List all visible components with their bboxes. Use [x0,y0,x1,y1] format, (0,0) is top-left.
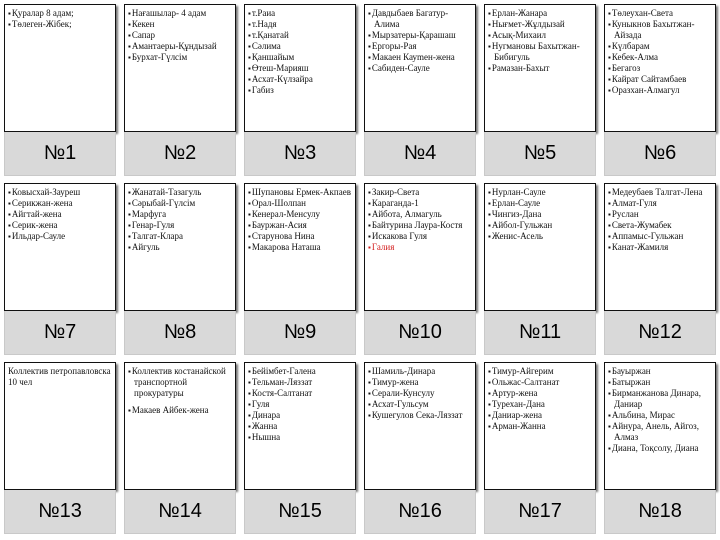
guest-list [128,8,232,63]
guest-list [8,366,112,388]
guest-entry: ▪ Ерлан-Жанара [488,8,592,19]
guest-entry: ▪ Шупановы Ермек-Акпаев [248,187,352,198]
guest-list-box [604,362,716,490]
guest-entry: ▪ Кенерал-Менсулу [248,209,352,220]
guest-entry: ▪ Даниар-жена [488,410,592,421]
guest-list-box [4,183,116,311]
guest-list-box [124,183,236,311]
guest-list [608,8,712,96]
guest-entry: ▪ Сапар [128,30,232,41]
guest-entry: ▪ Қуралар 8 адам; [8,8,112,19]
guest-list-box [364,4,476,132]
guest-entry: ▪ Бауыржан [608,366,712,377]
guest-entry: ▪ Төлеген-Жібек; [8,19,112,30]
guest-entry: ▪ Куныкнов Бахытжан-Айзада [608,19,712,41]
table-number: №16 [364,490,476,534]
guest-entry: ▪ Гуля [248,399,352,410]
guest-entry: ▪ Төлеухан-Света [608,8,712,19]
table-card [364,4,476,176]
guest-entry: ▪ Макарова Наташа [248,242,352,253]
guest-list [248,187,352,253]
guest-list [128,366,232,416]
table-card [364,362,476,534]
guest-entry: ▪ Өтеш-Марияш [248,63,352,74]
guest-entry: ▪ Алмат-Гуля [608,198,712,209]
guest-entry: ▪ Галия [368,242,472,253]
guest-list [368,8,472,74]
guest-entry: ▪ Сәлима [248,41,352,52]
table-card [484,4,596,176]
guest-entry: ▪ Байтурина Лаура-Костя [368,220,472,231]
guest-entry: ▪ Серикжан-жена [8,198,112,209]
guest-list-box [4,362,116,490]
table-number: №7 [4,311,116,355]
guest-entry: ▪ Сабиден-Сауле [368,63,472,74]
guest-entry: ▪ Кайрат Сайтамбаев [608,74,712,85]
guest-entry: ▪ Серали-Кунсулу [368,388,472,399]
guest-entry: ▪ Асық-Михаил [488,30,592,41]
guest-list-box [244,362,356,490]
guest-entry: ▪ Костя-Салтанат [248,388,352,399]
guest-entry: ▪ т.Қанатай [248,30,352,41]
guest-entry: ▪ Чингиз-Дана [488,209,592,220]
guest-entry: ▪ Медеубаев Талгат-Лена [608,187,712,198]
table-number: №1 [4,132,116,176]
guest-entry: ▪ Артур-жена [488,388,592,399]
guest-entry: ▪ Асхат-Гульсум [368,399,472,410]
guest-entry: ▪ Женис-Асель [488,231,592,242]
guest-entry: ▪ Ковысхай-Зауреш [8,187,112,198]
guest-entry: ▪ Света-Жумабек [608,220,712,231]
guest-entry: Коллектив петропавловска 10 чел [8,366,111,387]
table-card [124,4,236,176]
guest-list-box [604,183,716,311]
table-number: №8 [124,311,236,355]
table-card [484,362,596,534]
table-card [124,362,236,534]
guest-entry: ▪ Турехан-Дана [488,399,592,410]
table-number: №14 [124,490,236,534]
guest-entry: ▪ Кекен [128,19,232,30]
guest-entry: ▪ Ергоры-Рая [368,41,472,52]
table-card [4,362,116,534]
guest-list [488,8,592,74]
guest-list [608,187,712,253]
guest-list-box [124,4,236,132]
table-number: №9 [244,311,356,355]
table-card [364,183,476,355]
guest-list [128,187,232,253]
guest-entry: ▪ Габиз [248,85,352,96]
guest-entry: ▪ Нығмет-Жұлдызай [488,19,592,30]
guest-entry: ▪ Нышна [248,432,352,443]
guest-list-box [124,362,236,490]
guest-list-box [484,183,596,311]
guest-entry: ▪ Сәрыбай-Гүлсім [128,198,232,209]
table-card [604,183,716,355]
guest-list [368,366,472,421]
guest-list [488,366,592,432]
guest-entry: ▪ Нурлан-Сауле [488,187,592,198]
guest-list [8,8,112,30]
guest-entry: ▪ Жанна [248,421,352,432]
guest-entry: ▪ Орал-Шолпан [248,198,352,209]
guest-entry: ▪ Бейімбет-Галена [248,366,352,377]
guest-list [608,366,712,454]
guest-entry: ▪ Амантаеры-Құндызай [128,41,232,52]
table-number: №6 [604,132,716,176]
table-number: №2 [124,132,236,176]
guest-entry: ▪ Нугмановы Бахытжан-Бибигуль [488,41,592,63]
guest-entry: ▪ Генар-Гуля [128,220,232,231]
guest-list-box [364,362,476,490]
guest-entry: ▪ Макаев Айбек-жена [128,405,232,416]
guest-entry: ▪ Тимур-Айгерим [488,366,592,377]
guest-list-box [484,362,596,490]
guest-entry: ▪ Ольжас-Салтанат [488,377,592,388]
guest-entry: ▪ Айнура, Анель, Айгоз, Алмаз [608,421,712,443]
guest-entry: ▪ Күлбарам [608,41,712,52]
guest-list-box [244,183,356,311]
guest-entry: ▪ Мырзатеры-Қарашаш [368,30,472,41]
guest-entry: ▪ Коллектив костанайской транспортной прокуратуры [128,366,232,399]
guest-entry: ▪ Канат-Жамиля [608,242,712,253]
guest-entry: ▪ Айбол-Гульжан [488,220,592,231]
guest-list [248,366,352,443]
table-number: №10 [364,311,476,355]
table-number: №17 [484,490,596,534]
guest-entry: ▪ Рамазан-Бахыт [488,63,592,74]
guest-entry: ▪ Айгтай-жена [8,209,112,220]
guest-list [368,187,472,253]
guest-entry: ▪ Диана, Тоқсолу, Диана [608,443,712,454]
guest-list [248,8,352,96]
table-number: №11 [484,311,596,355]
guest-entry: ▪ т.Раиа [248,8,352,19]
guest-entry: ▪ т.Надя [248,19,352,30]
guest-entry: ▪ Бауржан-Асия [248,220,352,231]
table-number: №13 [4,490,116,534]
guest-entry: ▪ Давдыбаев Багатур-Алима [368,8,472,30]
guest-entry: ▪ Динара [248,410,352,421]
guest-list [488,187,592,242]
guest-list-box [244,4,356,132]
guest-entry: ▪ Бегагоз [608,63,712,74]
guest-entry: ▪ Нағашылар- 4 адам [128,8,232,19]
guest-list-box [604,4,716,132]
guest-entry: ▪ Альбина, Мирас [608,410,712,421]
table-number: №3 [244,132,356,176]
guest-entry: ▪ Батыржан [608,377,712,388]
guest-entry: ▪ Тимур-жена [368,377,472,388]
guest-entry: ▪ Аппамыс-Гульжан [608,231,712,242]
guest-entry: ▪ Караганда-1 [368,198,472,209]
guest-list-box [364,183,476,311]
guest-entry: ▪ Старунова Нина [248,231,352,242]
guest-entry: ▪ Закир-Света [368,187,472,198]
guest-entry: ▪ Асхат-Күлзайра [248,74,352,85]
guest-entry: ▪ Серик-жена [8,220,112,231]
guest-entry: ▪ Ерлан-Сауле [488,198,592,209]
guest-entry: ▪ Жанатай-Тазагуль [128,187,232,198]
guest-entry: ▪ Айгуль [128,242,232,253]
guest-entry: ▪ Бурхат-Гүлсім [128,52,232,63]
seating-cards-grid [4,4,716,536]
guest-entry: ▪ Қаншайым [248,52,352,63]
guest-entry: ▪ Макаен Кауmен-жена [368,52,472,63]
table-card [4,4,116,176]
guest-entry: ▪ Арман-Жанна [488,421,592,432]
table-number: №18 [604,490,716,534]
guest-entry: ▪ Бирманжанова Динара, Даниар [608,388,712,410]
guest-entry: ▪ Марфуга [128,209,232,220]
table-card [4,183,116,355]
guest-entry: ▪ Руслан [608,209,712,220]
table-number: №4 [364,132,476,176]
table-number: №12 [604,311,716,355]
guest-entry: ▪ Оразхан-Алмагул [608,85,712,96]
guest-entry: ▪ Кебек-Алма [608,52,712,63]
guest-entry: ▪ Айбота, Алмагуль [368,209,472,220]
guest-entry: ▪ Ильдар-Сауле [8,231,112,242]
table-card [604,4,716,176]
table-number: №15 [244,490,356,534]
table-card [244,362,356,534]
table-number: №5 [484,132,596,176]
guest-entry: ▪ Талгат-Клара [128,231,232,242]
guest-entry: ▪ Шамиль-Динара [368,366,472,377]
table-card [604,362,716,534]
guest-entry: ▪ Кушегулов Сека-Ляззат [368,410,472,421]
guest-list [8,187,112,242]
table-card [484,183,596,355]
guest-entry: ▪ Тельман-Ляззат [248,377,352,388]
guest-list-box [4,4,116,132]
table-card [244,183,356,355]
table-card [124,183,236,355]
guest-entry: ▪ Искакова Гуля [368,231,472,242]
guest-list-box [484,4,596,132]
table-card [244,4,356,176]
